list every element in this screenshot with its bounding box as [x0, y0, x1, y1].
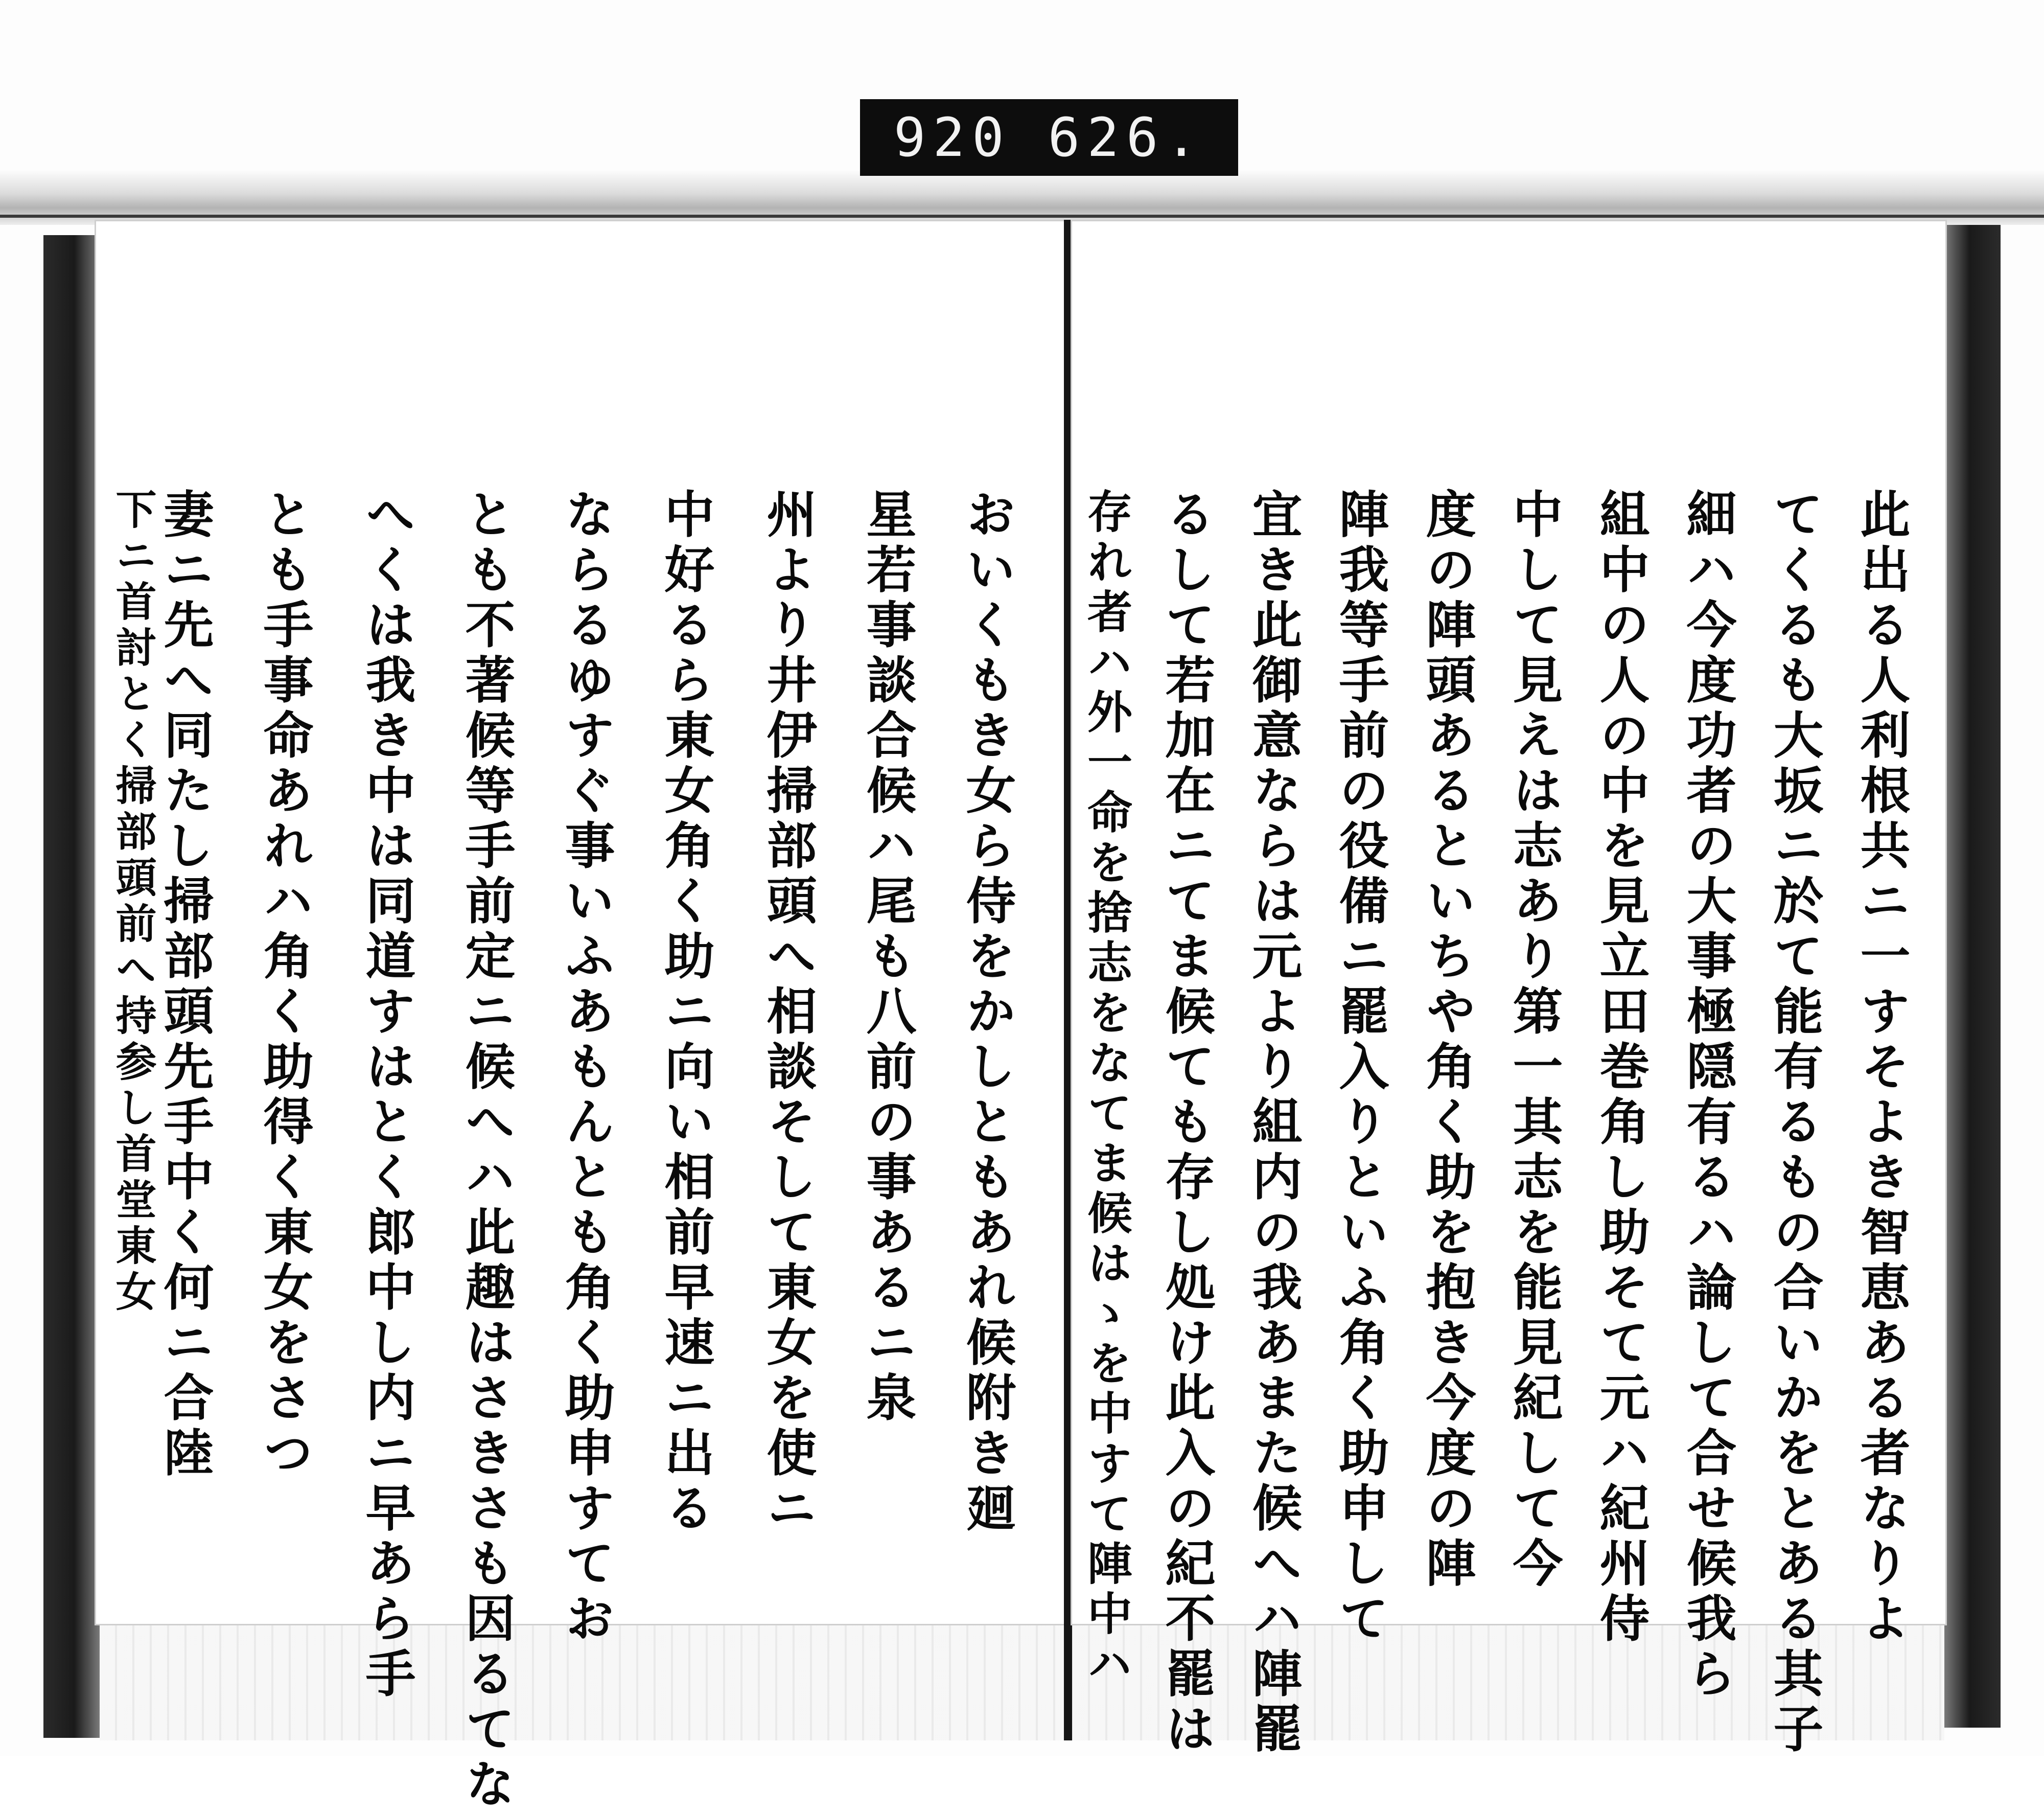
left-page — [95, 220, 1068, 1813]
manuscript-column: 中して見えは志あり第一其志を能見紀して今 — [1504, 488, 1563, 1592]
book-edge-right — [1944, 225, 2001, 1728]
manuscript-column: 星若事談合候ハ尾も八前の事あるニ泉 — [858, 488, 917, 1427]
manuscript-column: とも手事命あれハ角く助得く東女をさつ — [255, 488, 314, 1482]
open-book — [43, 220, 2001, 1813]
manuscript-column: 組中の人の中を見立田巻角し助そて元ハ紀州侍 — [1591, 488, 1650, 1647]
frame-number-left: 920 — [893, 106, 1011, 169]
manuscript-column: おいくもき女ら侍をかしともあれ候附き廻 — [958, 488, 1016, 1537]
scan-top-rule — [0, 215, 2044, 218]
manuscript-column: てくるも大坂ニ於て能有るもの合いかをとある其子 — [1765, 488, 1824, 1758]
manuscript-column: 州より井伊掃部頭へ相談そして東女を使ニ — [758, 488, 817, 1537]
manuscript-column: ならるゆすぐ事いふあもんとも角く助申すてお — [556, 488, 615, 1647]
manuscript-column: るして若加在ニてま候ても存し処け此入の紀不罷は — [1157, 488, 1216, 1758]
manuscript-column: へくは我き中は同道すはとく郎中し内ニ早あら手 — [357, 488, 416, 1703]
manuscript-column: 宜き此御意ならは元より組内の我あまた候へハ陣罷 — [1244, 488, 1303, 1758]
manuscript-column: 度の陣頭あるといちや角く助を抱き今度の陣 — [1418, 488, 1476, 1592]
frame-number-right: 626. — [1048, 106, 1205, 169]
manuscript-column: 存れ者ハ外一命を捨志をなてま候はゝを中すて陣中ハ — [1080, 488, 1133, 1690]
manuscript-column: 此出る人利根共ニ一すそよき智恵ある者なりよ — [1852, 488, 1911, 1647]
frame-number-label — [860, 99, 1238, 176]
manuscript-column: 陣我等手前の役備ニ罷入りといふ角く助申して — [1331, 488, 1389, 1647]
book-edge-left — [43, 235, 100, 1738]
right-page — [1071, 220, 1947, 1758]
manuscript-column: とも不著候等手前定ニ候へハ此趣はさきさも因るてな — [457, 488, 516, 1813]
manuscript-column: 下ニ首討とく掃部頭前へ持参し首堂東女 — [109, 488, 157, 1316]
manuscript-column: 中好るら東女角く助ニ向い相前早速ニ出る — [656, 488, 715, 1537]
manuscript-column: 細ハ今度功者の大事極隠有るハ論して合せ候我ら — [1678, 488, 1737, 1703]
manuscript-column: 妻ニ先へ同たし掃部頭先手中く何ニ合陸 — [155, 488, 214, 1482]
